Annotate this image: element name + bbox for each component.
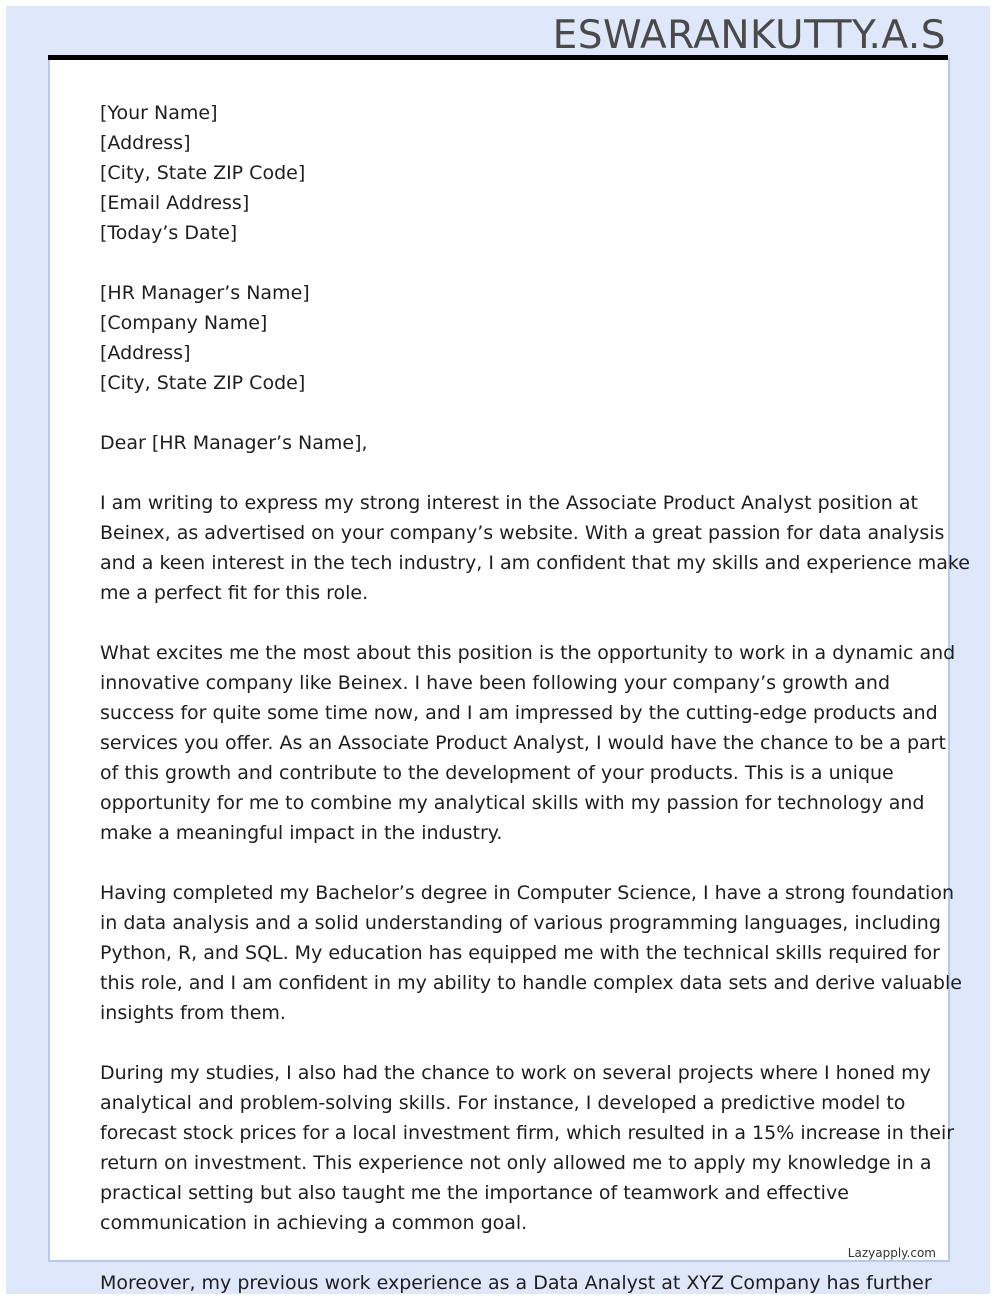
recipient-city: [City, State ZIP Code] [100, 372, 306, 394]
sender-address: [Address] [100, 132, 191, 154]
paragraph-line: During my studies, I also had the chance to work on several projects where I honed my [100, 1062, 931, 1084]
paragraph-line: Having completed my Bachelor’s degree in Computer Science, I have a strong foundation [100, 882, 954, 904]
recipient-address: [Address] [100, 342, 191, 364]
continued-paragraph-line: Moreover, my previous work experience as a Data Analyst at XYZ Company has further [100, 1272, 932, 1294]
paragraph-line: success for quite some time now, and I am impressed by the cutting-edge products and [100, 702, 938, 724]
letter-date: [Today’s Date] [100, 222, 238, 244]
paragraph-line: opportunity for me to combine my analytical skills with my passion for technology and [100, 792, 925, 814]
paragraph-line: insights from them. [100, 1002, 286, 1024]
paragraph-line: practical setting but also taught me the importance of teamwork and effective [100, 1182, 849, 1204]
paragraph-line: forecast stock prices for a local investment firm, which resulted in a 15% increase in their [100, 1122, 955, 1144]
paragraph-3 [100, 878, 962, 1028]
paragraph-line: Beinex, as advertised on your company’s website. With a great passion for data analysis [100, 522, 945, 544]
paragraph-1 [100, 488, 970, 608]
paragraph-line: analytical and problem-solving skills. For instance, I developed a predictive model to [100, 1092, 906, 1114]
paragraph-line: communication in achieving a common goal. [100, 1212, 528, 1234]
paragraph-line: me a perfect fit for this role. [100, 582, 369, 604]
watermark-link[interactable]: Lazyapply.com [847, 1246, 936, 1260]
paragraph-line: innovative company like Beinex. I have been following your company’s growth and [100, 672, 891, 694]
paragraph-line: I am writing to express my strong interest in the Associate Product Analyst position at [100, 492, 918, 514]
recipient-company: [Company Name] [100, 312, 268, 334]
paragraph-line: What excites me the most about this position is the opportunity to work in a dynamic and [100, 642, 956, 664]
paragraph-2 [100, 638, 956, 848]
paragraph-line: this role, and I am confident in my ability to handle complex data sets and derive valuable [100, 972, 962, 994]
recipient-block [100, 278, 900, 398]
salutation: Dear [HR Manager’s Name], [100, 432, 368, 454]
paragraph-line: Python, R, and SQL. My education has equipped me with the technical skills required for [100, 942, 940, 964]
paragraph-line: return on investment. This experience not only allowed me to apply my knowledge in a [100, 1152, 932, 1174]
paragraph-4 [100, 1058, 955, 1238]
paragraph-line: services you offer. As an Associate Product Analyst, I would have the chance to be a part [100, 732, 946, 754]
paragraph-line: make a meaningful impact in the industry. [100, 822, 503, 844]
paragraph-line: in data analysis and a solid understanding of various programming languages, including [100, 912, 941, 934]
sender-name: [Your Name] [100, 102, 218, 124]
paragraph-line: of this growth and contribute to the development of your products. This is a unique [100, 762, 894, 784]
sender-block [100, 98, 900, 248]
sender-email: [Email Address] [100, 192, 250, 214]
sender-city: [City, State ZIP Code] [100, 162, 306, 184]
brand-name: ESWARANKUTTY.A.S [552, 13, 946, 58]
paragraph-line: and a keen interest in the tech industry, I am confident that my skills and experience make [100, 552, 970, 574]
recipient-name: [HR Manager’s Name] [100, 282, 310, 304]
cover-letter-body [100, 98, 970, 1238]
